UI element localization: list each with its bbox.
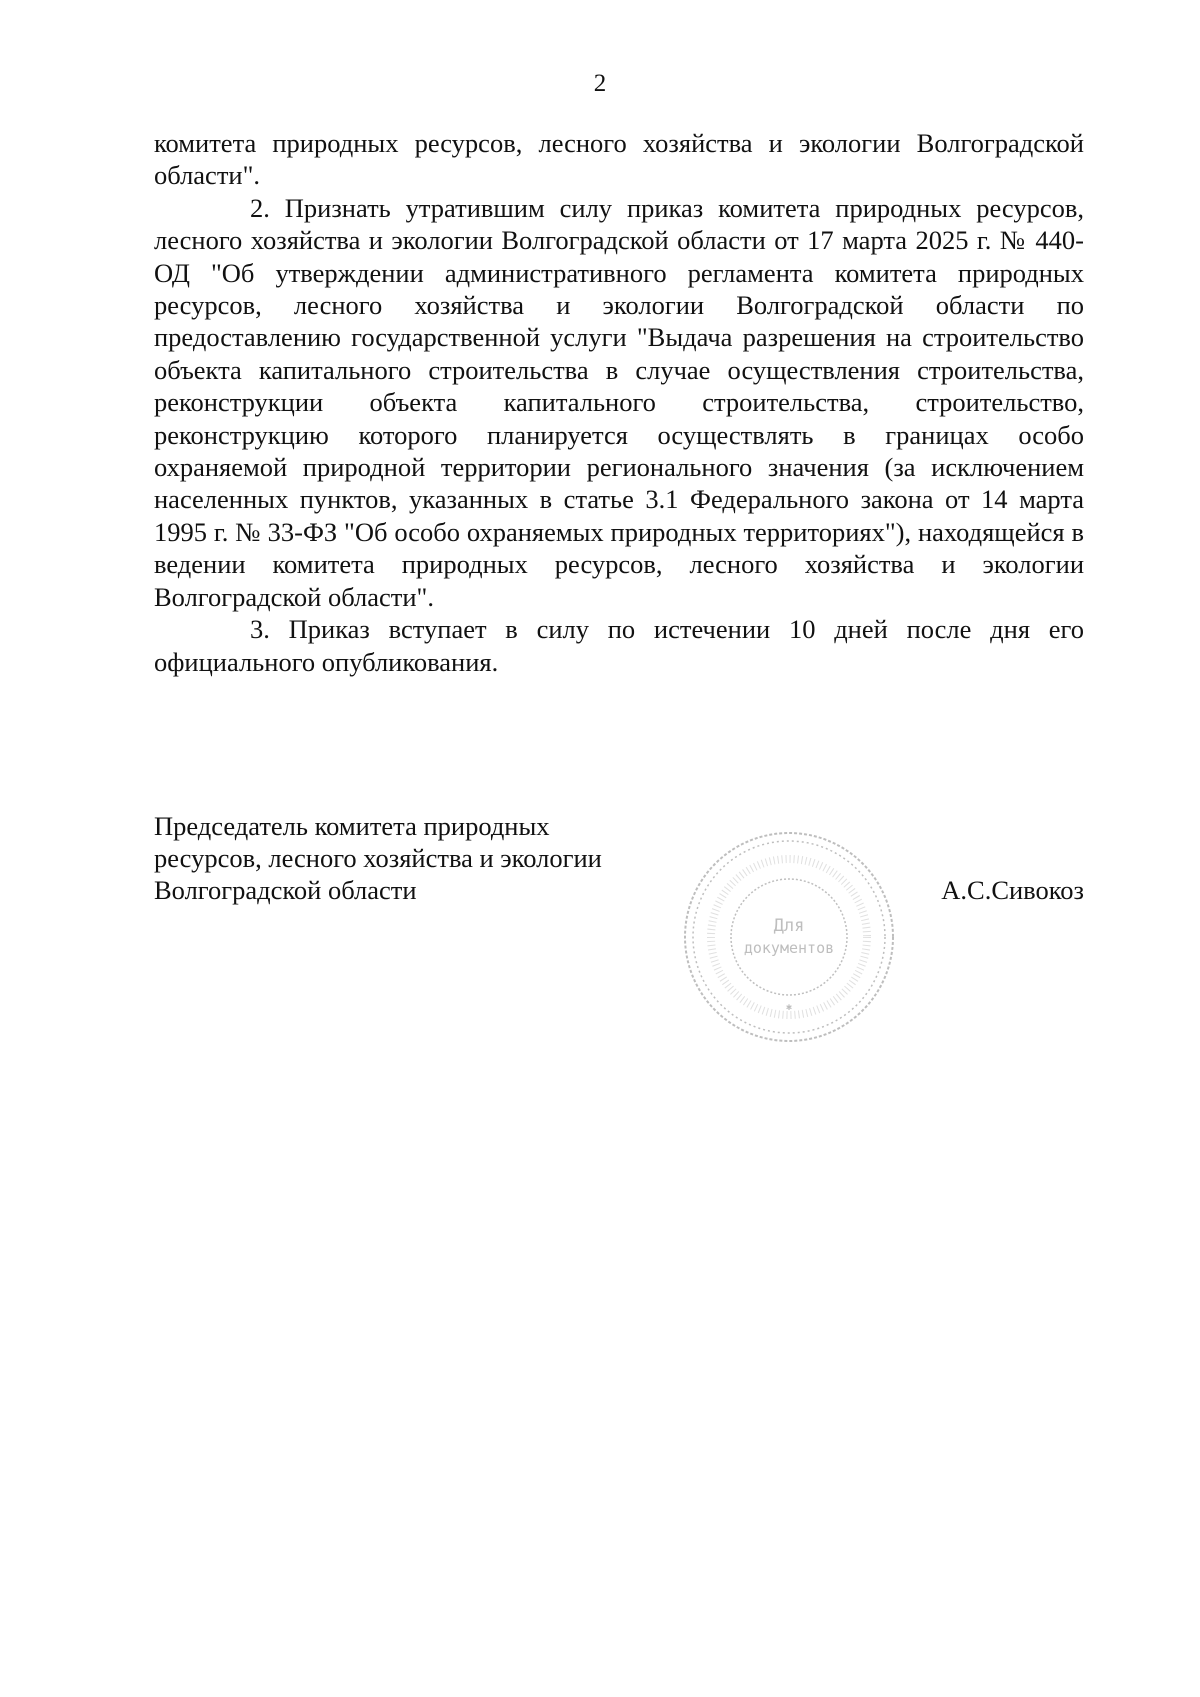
paragraph-item-3: 3. Приказ вступает в силу по истечении 10 дней после дня его официального опубликования. — [154, 614, 1084, 677]
signer-title-line-1: Председатель комитета природных — [154, 811, 550, 841]
signer-name: А.С.Сивокоз — [941, 875, 1084, 905]
signer-title-line-2: ресурсов, лесного хозяйства и экологии — [154, 843, 602, 873]
signer-title-line-3: Волгоградской области — [154, 875, 417, 905]
paragraph-continuation: комитета природных ресурсов, лесного хозяйства и экологии Волгоградской области". — [154, 128, 1084, 191]
stamp-text-line-2: документов — [743, 939, 835, 957]
signature-block — [154, 810, 1084, 1070]
svg-text:✱: ✱ — [785, 1002, 793, 1013]
paragraph-item-2: 2. Признать утратившим силу приказ комитета природных ресурсов, лесного хозяйства и экологии Волгоградской области от 17 марта 2025 г. № 440-ОД "Об утверждении административного регламента комитета природных ресурсов, лесного хозяйства и экологии Волгоградской области по предоставлению государственной услуги "Выдача разрешения на строительство объекта капитального строительства в случае осуществления строительства, реконструкции объекта капитального строительства, строительство, реконструкцию которого планируется осуществлять в границах особо охраняемой природной территории регионального значения (за исключением населенных пунктов, указанных в статье 3.1 Федерального закона от 14 марта 1995 г. № 33-ФЗ "Об особо охраняемых природных территориях"), находящейся в ведении комитета природных ресурсов, лесного хозяйства и экологии Волгоградской области". — [154, 192, 1084, 612]
stamp-text-line-1: Для — [773, 916, 805, 936]
official-seal — [677, 825, 902, 1050]
signer-title — [154, 810, 674, 906]
document-body — [154, 127, 1084, 678]
page-number: 2 — [593, 70, 607, 97]
